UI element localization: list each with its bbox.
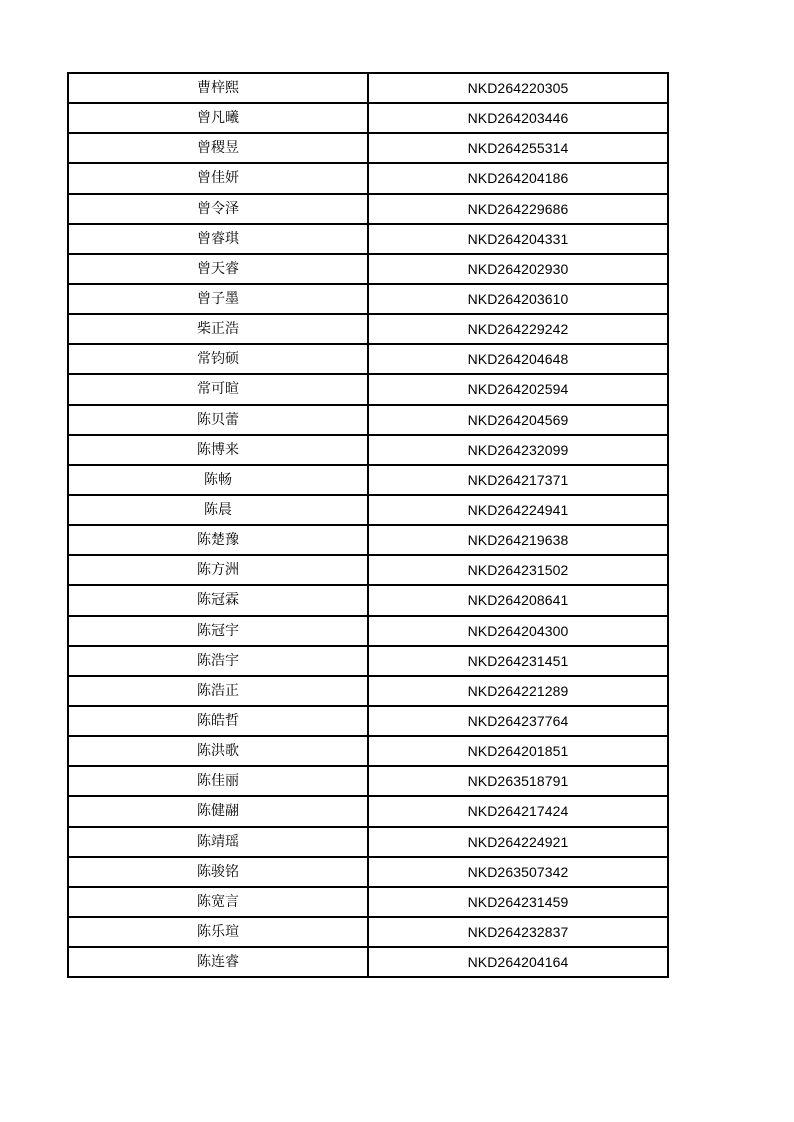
student-name-cell: 陈冠霖: [68, 585, 368, 615]
student-name-cell: 柴正浩: [68, 314, 368, 344]
table-row: [68, 555, 668, 585]
student-id-cell: NKD264231502: [368, 555, 668, 585]
student-id-cell: NKD264202594: [368, 374, 668, 404]
student-id-cell: NKD264202930: [368, 254, 668, 284]
student-name-cell: 陈贝蕾: [68, 405, 368, 435]
student-name-cell: 曹梓熙: [68, 73, 368, 103]
table-row: [68, 887, 668, 917]
student-id-cell: NKD264255314: [368, 133, 668, 163]
table-row: [68, 284, 668, 314]
student-id-cell: NKD264229242: [368, 314, 668, 344]
table-row: [68, 495, 668, 525]
student-id-cell: NKD264231459: [368, 887, 668, 917]
student-id-cell: NKD264232099: [368, 435, 668, 465]
student-name-cell: 陈浩正: [68, 676, 368, 706]
student-name-cell: 曾凡曦: [68, 103, 368, 133]
student-name-cell: 常钧硕: [68, 344, 368, 374]
student-name-cell: 陈畅: [68, 465, 368, 495]
student-name-cell: 陈乐瑄: [68, 917, 368, 947]
student-id-cell: NKD264201851: [368, 736, 668, 766]
table-row: [68, 405, 668, 435]
student-name-cell: 曾稷昱: [68, 133, 368, 163]
table-row: [68, 616, 668, 646]
student-id-cell: NKD264204648: [368, 344, 668, 374]
student-id-cell: NKD264224921: [368, 827, 668, 857]
student-name-cell: 陈方洲: [68, 555, 368, 585]
table-row: [68, 706, 668, 736]
student-name-cell: 陈洪歌: [68, 736, 368, 766]
student-name-cell: 陈博来: [68, 435, 368, 465]
table-row: [68, 465, 668, 495]
student-id-cell: NKD264204569: [368, 405, 668, 435]
student-id-cell: NKD264204331: [368, 224, 668, 254]
table-row: [68, 796, 668, 826]
student-id-cell: NKD264224941: [368, 495, 668, 525]
table-row: [68, 676, 668, 706]
table-row: [68, 646, 668, 676]
table-row: [68, 585, 668, 615]
student-name-cell: 陈骏铭: [68, 857, 368, 887]
table-row: [68, 163, 668, 193]
student-name-cell: 陈健翮: [68, 796, 368, 826]
student-name-cell: 陈皓哲: [68, 706, 368, 736]
table-row: [68, 374, 668, 404]
student-id-cell: NKD264204164: [368, 947, 668, 977]
student-id-cell: NKD264204186: [368, 163, 668, 193]
table-row: [68, 435, 668, 465]
student-id-cell: NKD264229686: [368, 194, 668, 224]
student-id-cell: NKD264220305: [368, 73, 668, 103]
roster-table: [67, 72, 669, 978]
student-id-cell: NKD264217424: [368, 796, 668, 826]
student-name-cell: 陈冠宇: [68, 616, 368, 646]
table-row: [68, 827, 668, 857]
student-id-cell: NKD264221289: [368, 676, 668, 706]
table-row: [68, 194, 668, 224]
student-name-cell: 陈晨: [68, 495, 368, 525]
student-name-cell: 陈楚豫: [68, 525, 368, 555]
student-id-cell: NKD263518791: [368, 766, 668, 796]
student-name-cell: 陈佳丽: [68, 766, 368, 796]
table-row: [68, 73, 668, 103]
table-row: [68, 224, 668, 254]
student-id-cell: NKD264237764: [368, 706, 668, 736]
roster-sheet: [67, 72, 667, 978]
student-id-cell: NKD264203446: [368, 103, 668, 133]
student-name-cell: 曾令泽: [68, 194, 368, 224]
student-name-cell: 陈浩宇: [68, 646, 368, 676]
table-row: [68, 525, 668, 555]
roster-table-body: [68, 73, 668, 977]
table-row: [68, 947, 668, 977]
table-row: [68, 766, 668, 796]
student-id-cell: NKD263507342: [368, 857, 668, 887]
table-row: [68, 736, 668, 766]
student-id-cell: NKD264232837: [368, 917, 668, 947]
student-id-cell: NKD264217371: [368, 465, 668, 495]
student-id-cell: NKD264231451: [368, 646, 668, 676]
student-name-cell: 陈连睿: [68, 947, 368, 977]
table-row: [68, 314, 668, 344]
table-row: [68, 917, 668, 947]
student-id-cell: NKD264208641: [368, 585, 668, 615]
table-row: [68, 344, 668, 374]
table-row: [68, 133, 668, 163]
table-row: [68, 103, 668, 133]
student-name-cell: 曾睿琪: [68, 224, 368, 254]
student-name-cell: 曾佳妍: [68, 163, 368, 193]
student-name-cell: 陈宽言: [68, 887, 368, 917]
student-name-cell: 常可暄: [68, 374, 368, 404]
table-row: [68, 254, 668, 284]
student-name-cell: 曾天睿: [68, 254, 368, 284]
student-name-cell: 曾子墨: [68, 284, 368, 314]
student-name-cell: 陈靖瑶: [68, 827, 368, 857]
student-id-cell: NKD264219638: [368, 525, 668, 555]
student-id-cell: NKD264204300: [368, 616, 668, 646]
table-row: [68, 857, 668, 887]
student-id-cell: NKD264203610: [368, 284, 668, 314]
